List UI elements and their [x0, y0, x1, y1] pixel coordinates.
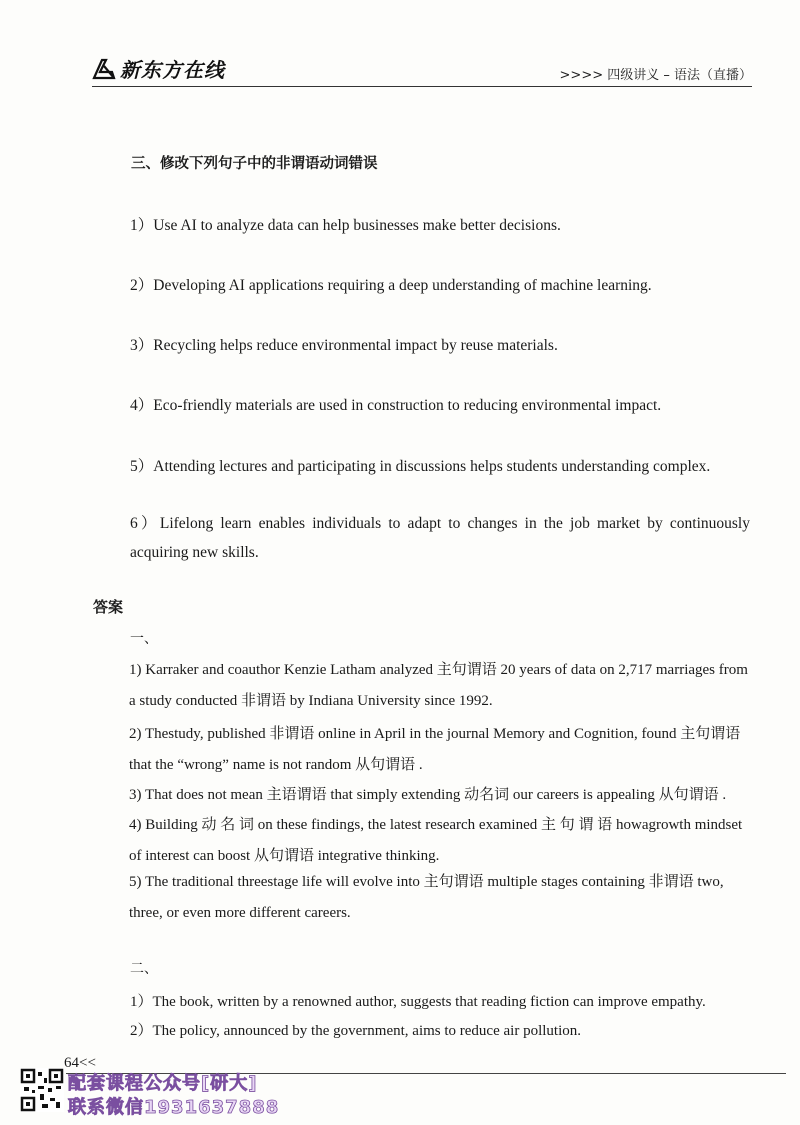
qr-code-icon [20, 1068, 64, 1112]
question-item: 4）Eco-friendly materials are used in construction to reducing environmental impact. [130, 397, 662, 414]
answer-item: 1）The book, written by a renowned author, suggests that reading fiction can improve empathy. [130, 994, 706, 1010]
answer-item: 2）The policy, announced by the government, aims to reduce air pollution. [130, 1023, 581, 1039]
answer-item: 5) The traditional threestage life will evolve into 主句谓语 multiple stages containing 非谓语 two, three, or even more different careers. [129, 874, 724, 921]
answers-part-label: 二、 [130, 961, 158, 977]
question-item: 6）Lifelong learn enables individuals to adapt to changes in the job market by continuously acquiring new skills. [130, 515, 750, 561]
watermark-line: 配套课程公众号[研大] [68, 1073, 258, 1094]
page-number: 64<< [64, 1055, 96, 1071]
answers-title: 答案 [93, 598, 124, 616]
question-item: 1）Use AI to analyze data can help businesses make better decisions. [130, 217, 561, 234]
answer-item: 4) Building 动 名 词 on these findings, the latest research examined 主 句 谓 语 howagrowth mindset of interest can boost 从句谓语 integrative thinking. [129, 817, 743, 864]
section-title: 三、修改下列句子中的非谓语动词错误 [131, 156, 378, 172]
watermark-line: 联系微信1931637888 [68, 1097, 280, 1118]
question-item: 5）Attending lectures and participating in discussions helps students understanding complex. [130, 458, 711, 475]
logo [92, 54, 225, 83]
answer-item: 3) That does not mean 主语谓语 that simply extending 动名词 our careers is appealing 从句谓语 . [129, 787, 727, 803]
question-item: 3）Recycling helps reduce environmental impact by reuse materials. [130, 337, 558, 354]
logo-mark-icon [92, 58, 116, 80]
answer-item: 1) Karraker and coauthor Kenzie Latham analyzed 主句谓语 20 years of data on 2,717 marriages from a study conducted 非谓语 by Indiana University since 1992. [129, 662, 748, 709]
question-item: 2）Developing AI applications requiring a deep understanding of machine learning. [130, 277, 652, 294]
answer-item: 2) Thestudy, published 非谓语 online in April in the journal Memory and Cognition, found 主句谓语 that the “wrong” name is not random 从句谓语 . [129, 726, 741, 773]
logo-text: 新东方在线 [120, 58, 225, 82]
page-header [92, 52, 752, 87]
answers-part-label: 一、 [130, 631, 158, 647]
header-course-title: >>>> 四级讲义 – 语法（直播） [559, 68, 752, 83]
